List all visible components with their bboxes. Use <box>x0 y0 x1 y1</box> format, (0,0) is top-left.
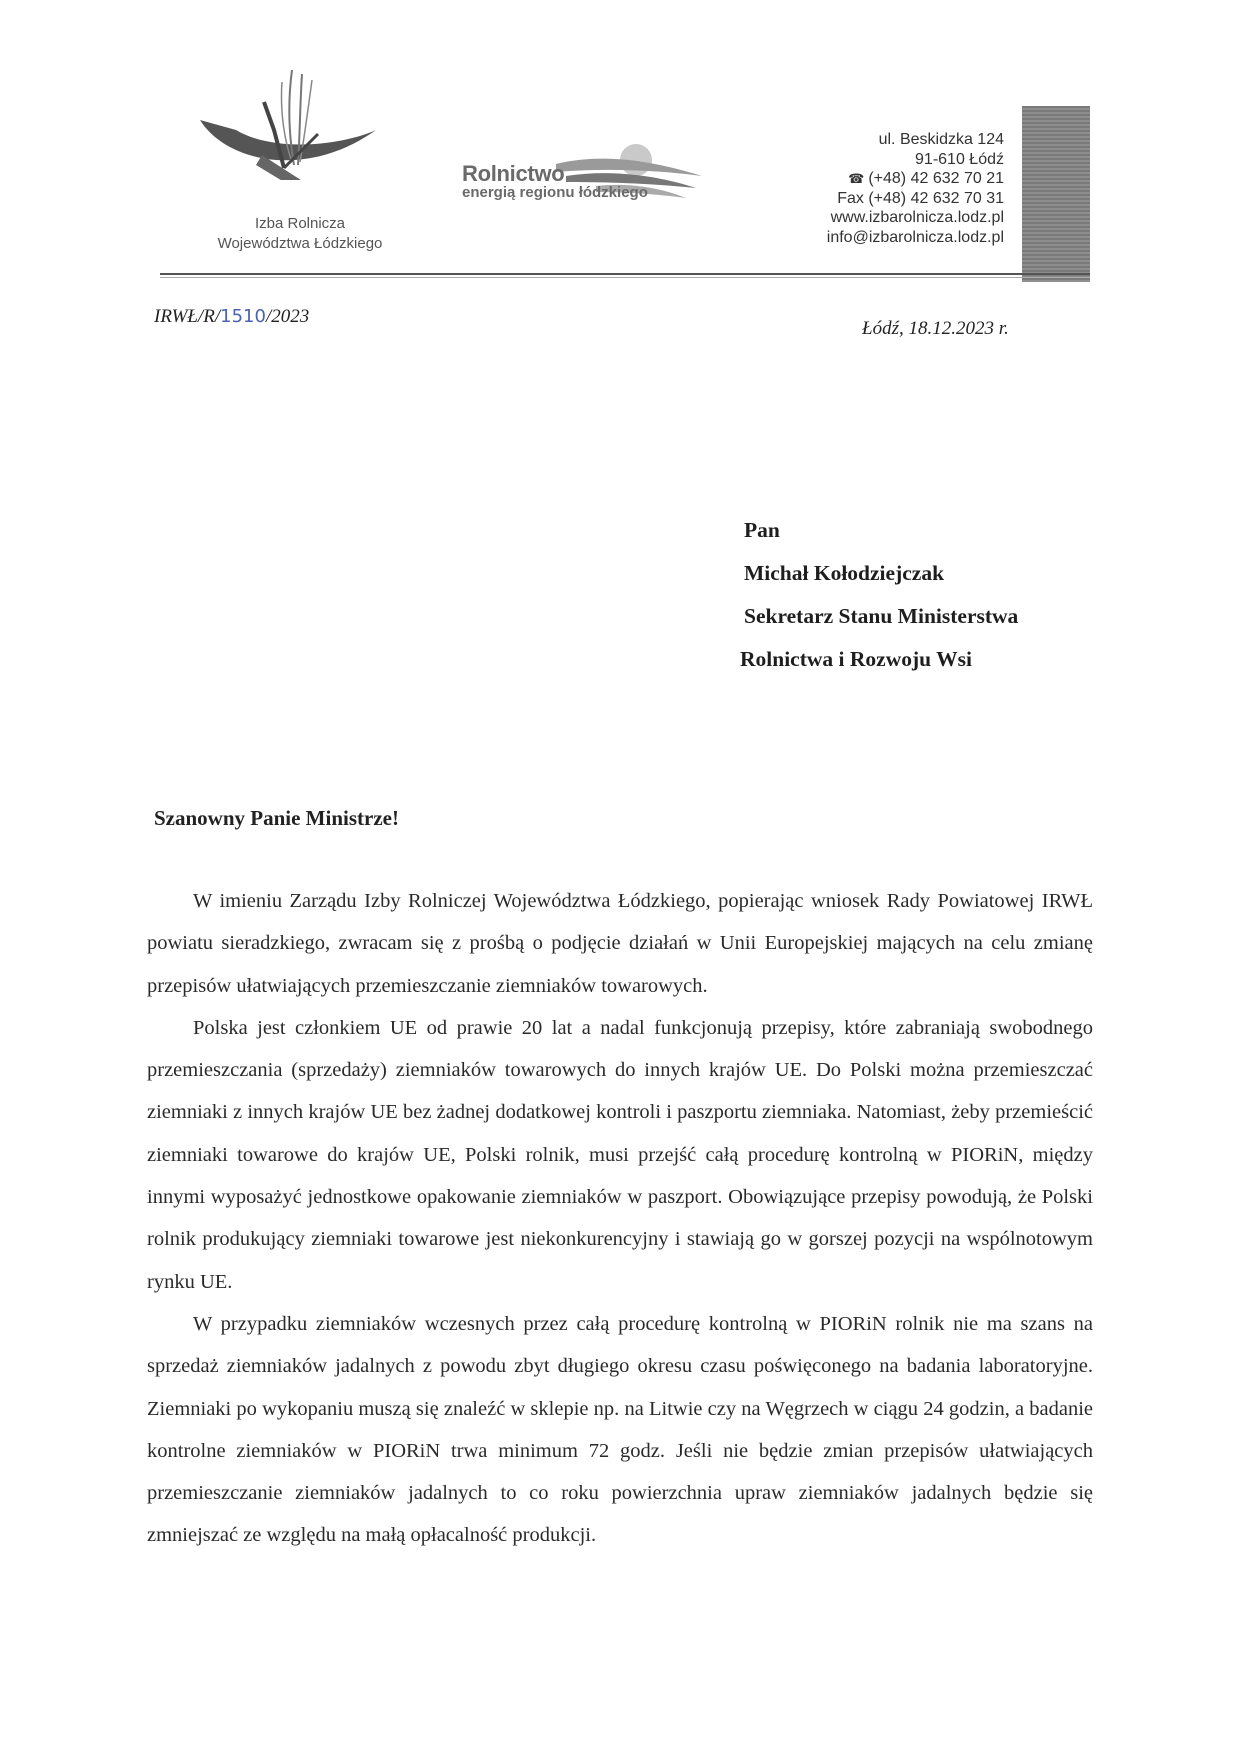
phone-icon: ☎ <box>848 171 865 186</box>
address-street: ul. Beskidzka 124 <box>878 131 1004 148</box>
paragraph-1: W imieniu Zarządu Izby Rolniczej Województwa Łódzkiego, popierając wniosek Rady Powiatowej IRWŁ powiatu sieradzkiego, zwracam się z prośbą o podjęcie działań w Unii Europejskiej mających na celu zmianę przepisów ułatwiających przemieszczanie ziemniaków towarowych. <box>147 890 1093 997</box>
handwritten-number: 1510 <box>220 306 266 327</box>
reference-number <box>154 306 309 328</box>
recipient-name: Michał Kołodziejczak <box>744 561 945 585</box>
salutation: Szanowny Panie Ministrze! <box>154 806 399 830</box>
letterhead-divider <box>160 273 1090 275</box>
slogan-title: Rolnictwo <box>462 161 565 186</box>
contact-block <box>827 130 1004 247</box>
reference-prefix: IRWŁ/R/ <box>154 306 221 327</box>
org-name-line2: Województwa Łódzkiego <box>217 235 383 252</box>
recipient-position: Sekretarz Stanu Ministerstwa <box>744 604 1019 628</box>
org-name-line1: Izba Rolnicza <box>254 215 346 232</box>
slogan-subtitle: energią regionu łódzkiego <box>462 184 648 201</box>
organization-name <box>150 214 450 254</box>
letterhead-side-bar <box>1022 106 1090 282</box>
paragraph-2: Polska jest członkiem UE od prawie 20 lat a nadal funkcjonują przepisy, które zabraniają swobodnego przemieszczania (sprzedaży) ziemniaków towarowych do innych krajów UE. Do Polski można przemieszczać ziemniaki z innych krajów UE bez żadnej dodatkowej kontroli i paszportu ziemniaka. Natomiast, żeby przemieścić ziemniaki towarowe do krajów UE, Polski rolnik, musi przejść całą procedurę kontrolną w PIORiN, między innymi wyposażyć jednostkowe opakowanie ziemniaków w paszport. Obowiązujące przepisy powodują, że Polski rolnik produkujący ziemniaki towarowe jest niekonkurencyjny i stawiają go w gorszej pozycji na wspólnotowym rynku UE. <box>147 1016 1093 1293</box>
recipient-block <box>740 509 1019 681</box>
recipient-title: Pan <box>744 518 780 542</box>
phone-number: (+48) 42 632 70 21 <box>868 170 1004 187</box>
email-link[interactable]: info@izbarolnicza.lodz.pl <box>826 228 1004 246</box>
slogan <box>462 162 648 202</box>
paragraph-3: W przypadku ziemniaków wczesnych przez całą procedurę kontrolną w PIORiN rolnik nie ma szans na sprzedaż ziemniaków jadalnych z powodu zbyt długiego okresu czasu poświęconego na badania laboratoryjne. Ziemniaki po wykopaniu muszą się znaleźć w sklepie np. na Litwie czy na Węgrzech w ciągu 24 godzin, a badanie kontrolne ziemniaków w PIORiN trwa minimum 72 godz. Jeśli nie będzie zmian przepisów ułatwiających przemieszczanie ziemniaków jadalnych to co roku powierzchnia upraw ziemniaków jadalnych będzie się zmniejszać ze względu na małą opłacalność produkcji. <box>147 1312 1093 1547</box>
phone-line <box>827 169 1004 189</box>
letterhead-divider-thin <box>160 277 1090 278</box>
fax-number: Fax (+48) 42 632 70 31 <box>837 189 1004 207</box>
address-city: 91-610 Łódź <box>915 150 1004 168</box>
chamber-emblem-logo <box>196 70 396 180</box>
letter-body <box>147 880 1093 1557</box>
website-link[interactable]: www.izbarolnicza.lodz.pl <box>830 209 1004 226</box>
reference-suffix: /2023 <box>265 306 310 327</box>
letter-date: Łódź, 18.12.2023 r. <box>862 318 1009 339</box>
recipient-ministry: Rolnictwa i Rozwoju Wsi <box>740 647 972 671</box>
